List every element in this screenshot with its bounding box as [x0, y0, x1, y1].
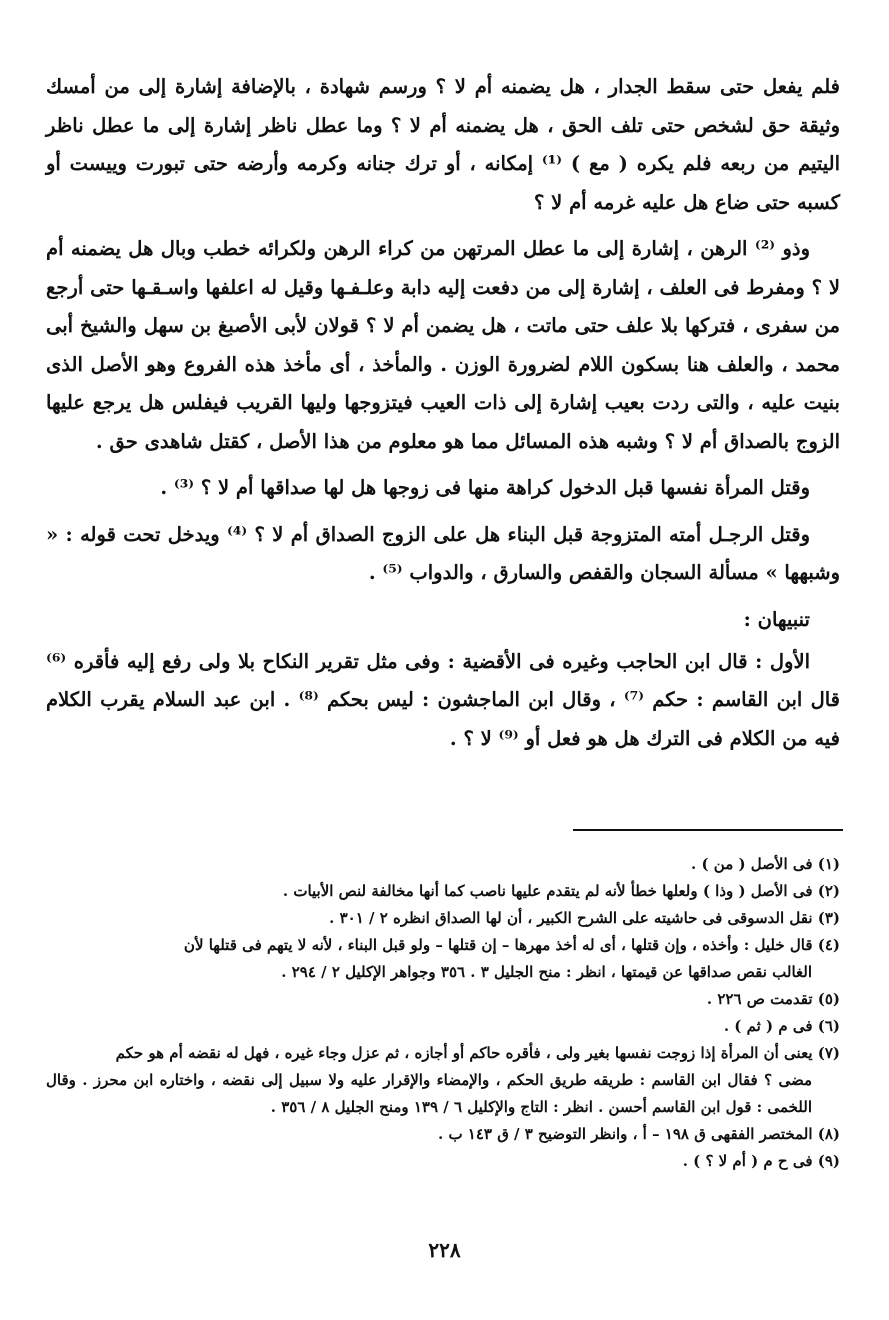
footnote-text: (٨) المختصر الفقهى ق ١٩٨ – أ ، وانظر التوضيح ٣ / ق ١٤٣ ب . — [438, 1125, 840, 1143]
footnote-text: (٧) يعنى أن المرأة إذا زوجت نفسها بغير ولى ، فأقره حاكم أو أجازه ، ثم عزل وجاء غيره ، فهل له نقضه أم هو حكم — [115, 1044, 840, 1062]
paragraph-3: وقتل المرأة نفسها قبل الدخول كراهة منها فى زوجها هل لها صداقها أم لا ؟ ⁽³⁾ . — [160, 476, 810, 499]
paragraph-5: الأول : قال ابن الحاجب وغيره فى الأقضية : وفى مثل تقرير النكاح بلا ولى رفع إليه فأقره ⁽⁶⁾ قال ابن القاسم : حكم ⁽⁷⁾ ، وقال ابن الماجشون : ليس بحكم ⁽⁸⁾ . ابن عبد السلام يقرب الكلام فيه من الكلام فى الترك هل هو فعل أو ⁽⁹⁾ لا ؟ . — [46, 649, 841, 750]
footnote-separator — [573, 829, 843, 831]
page-number: ٢٢٨ — [428, 1238, 461, 1262]
footnote-continuation: مضى ؟ فقال ابن القاسم : طريقه طريق الحكم ، والإمضاء والإقرار عليه ولا سبيل إلى نقضه ، واختاره ابن محرز . وقال اللخمى : قول ابن القاسم أحسن . انظر : التاج والإكليل ٦ / ١٣٩ ومنح الجليل ٨ / ٣٥٦ . — [46, 1071, 812, 1116]
footnote-continuation: الغالب نقص صداقها عن قيمتها ، انظر : منح الجليل ٣ . ٣٥٦ وجواهر الإكليل ٢ / ٢٩٤ . — [281, 963, 812, 981]
footnote-2 — [46, 878, 840, 905]
footnote-9 — [46, 1148, 840, 1175]
paragraph-2: وذو ⁽²⁾ الرهن ، إشارة إلى ما عطل المرتهن من كراء الرهن ولكرائه خطب وبال هل يضمنه أم لا ؟ ومفرط فى العلف ، إشارة إلى من دفعت إليه دابة وعلـفـها وقيل له اعلفها واسـقـها حتى أرجع من سفرى ، فتركها بلا علف حتى ماتت ، هل يضمن أم لا ؟ قولان لأبى الأصبغ بن سهل والشيخ أبى محمد ، والعلف هنا بسكون اللام لضرورة الوزن . والمأخذ ، أى مأخذ هذه الفروع وهو الأصل الذى بنيت عليه ، والتى ردت بعيب إشارة إلى ذات العيب فيتزوجها وليها القريب فيفلس هل يرجع عليها الزوج بالصداق أم لا ؟ وشبه هذه المسائل مما هو معلوم من هذا الأصل ، كقتل شاهدى حق . — [46, 237, 840, 453]
paragraph-4: وقتل الرجـل أمته المتزوجة قبل البناء هل على الزوج الصداق أم لا ؟ ⁽⁴⁾ ويدخل تحت قوله : « وشبهها » مسألة السجان والقفص والسارق ، والدواب ⁽⁵⁾ . — [46, 522, 840, 584]
footnote-text: (٩) فى ح م ( أم لا ؟ ) . — [682, 1152, 840, 1170]
footnote-6 — [46, 1013, 840, 1040]
footnote-8 — [46, 1121, 840, 1148]
footnote-text: (٣) نقل الدسوقى فى حاشيته على الشرح الكبير ، أن لها الصداق انظره ٢ / ٣٠١ . — [329, 909, 840, 927]
footnote-5 — [46, 986, 840, 1013]
footnote-3 — [46, 905, 840, 932]
footnote-text: (٤) قال خليل : وأخذه ، وإن قتلها ، أى له أخذ مهرها – إن قتلها – ولو قبل البناء ، لأنه لا يتهم فى قتلها لأن — [183, 936, 840, 954]
paragraph-1: فلم يفعل حتى سقط الجدار ، هل يضمنه أم لا ؟ ورسم شهادة ، بالإضافة إشارة إلى من أمسك وثيقة حق لشخص حتى تلف الحق ، هل يضمنه أم لا ؟ وما عطل ناظر إشارة إلى ما عطل ناظر اليتيم من ربعه فلم يكره ( مع ) ⁽¹⁾ إمكانه ، أو ترك جنانه وكرمه وأرضه حتى تبورت وييست أو كسبه حتى ضاع هل عليه غرمه أم لا ؟ — [46, 75, 840, 214]
footnote-text: (٥) تقدمت ص ٢٢٦ . — [706, 990, 840, 1008]
footnote-text: (٦) فى م ( ثم ) . — [723, 1017, 840, 1035]
footnote-4 — [46, 932, 840, 986]
footnote-7 — [46, 1040, 840, 1121]
footnote-text: (١) فى الأصل ( من ) . — [691, 855, 840, 873]
main-text — [46, 68, 840, 766]
section-heading: تنبيهان : — [743, 607, 810, 631]
footnotes — [46, 851, 840, 1175]
footnote-text: (٢) فى الأصل ( وذا ) ولعلها خطأ لأنه لم يتقدم عليها ناصب كما أنها مخالفة لنص الأبيات . — [282, 882, 840, 900]
footnote-1 — [46, 851, 840, 878]
